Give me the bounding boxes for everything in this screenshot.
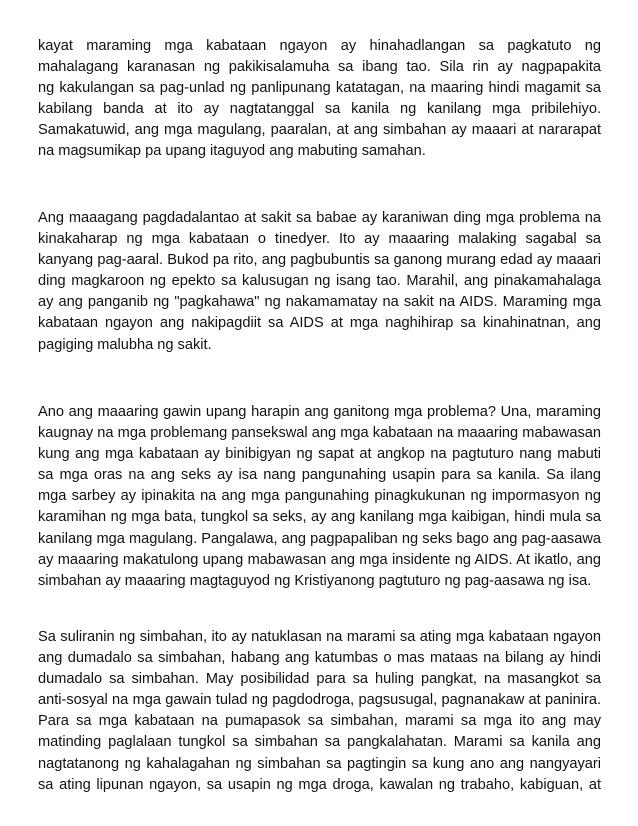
- paragraph-line: mga sarbey ay ipinakita na ang mga pangunahing pinagkukunan ng impormasyon ng: [38, 488, 601, 505]
- paragraph-line: Para sa mga kabataan na pumapasok sa simbahan, marami sa mga ito ang may: [38, 713, 601, 730]
- paragraph-line: kabilang banda at ito ay nagtatanggal sa kanila ng kanilang mga pribilehiyo.: [38, 101, 601, 118]
- paragraph-line: kanilang mga magulang. Pangalawa, ang pagpapaliban ng seks bago ang pag-aasawa: [38, 530, 601, 547]
- paragraph-line: kung ang mga kabataan ay binibigyan ng sapat at angkop na pagtuturo nang mabuti: [38, 446, 601, 463]
- paragraph-line: sa ating lipunan ngayon, sa usapin ng mga droga, kawalan ng trabaho, kabiguan, at: [38, 776, 601, 793]
- paragraph-line: kayat maraming mga kabataan ngayon ay hinahadlangan sa pagkatuto ng: [38, 38, 601, 54]
- paragraph-line: ay maaaring makatulong upang mabawasan ang mga insidente ng AIDS. At ikatlo, ang: [38, 551, 601, 568]
- paragraph-line: ay ang panganib ng "pagkahawa" ng nakamamatay na sakit na AIDS. Maraming mga: [38, 294, 601, 311]
- paragraph-line: ang dumadalo sa simbahan, habang ang katumbas o mas mataas na bilang ay hindi: [38, 650, 601, 667]
- paragraph-line: anti-sosyal na mga gawain tulad ng pagdodroga, pagsusugal, pagnanakaw at paninira.: [38, 692, 601, 709]
- paragraph-line: kinakaharap ng mga kabataan o tinedyer. Ito ay maaaring malaking sagabal sa: [38, 231, 601, 248]
- paragraph-line: kabataan ngayon ang nakipagdiit sa AIDS at mga naghihirap sa kinahinatnan, ang: [38, 315, 601, 332]
- paragraph-line: mahalagang karanasan ng pakikisalamuha sa ibang tao. Sila rin ay nagpapakita: [38, 59, 601, 76]
- paragraph-line: kaugnay na mga problemang pansekswal ang mga kabataan na maaaring mabawasan: [38, 425, 601, 442]
- paragraph-line: matinding paglalaan tungkol sa simbahan sa pangkalahatan. Marami sa kanila ang: [38, 734, 601, 751]
- paragraph-line: na magsumikap pa upang itaguyod ang mabuting samahan.: [38, 143, 426, 160]
- paragraph-4: [38, 627, 601, 796]
- paragraph-line: pagiging malubha ng sakit.: [38, 336, 212, 353]
- paragraph-line: Samakatuwid, ang mga magulang, paaralan, at ang simbahan ay maaari at nararapat: [38, 122, 601, 139]
- paragraph-line: kanyang pag-aaral. Bukod pa rito, ang pagbubuntis sa ganong murang edad ay maaari: [38, 252, 601, 269]
- paragraph-3: [38, 402, 601, 592]
- paragraph-line: nagtatanong ng kahalagahan ng simbahan sa pagtingin sa kung ano ang nangyayari: [38, 755, 601, 772]
- paragraph-line: dumadalo sa simbahan. May posibilidad para sa huling pangkat, na masangkot sa: [38, 671, 601, 688]
- paragraph-line: simbahan ay maaaring magtaguyod ng Kristiyanong pagtuturo ng pag-aasawa ng isa.: [38, 572, 592, 589]
- paragraph-2: [38, 208, 601, 356]
- paragraph-line: Ano ang maaaring gawin upang harapin ang ganitong mga problema? Una, maraming: [38, 404, 601, 420]
- paragraph-line: Ang maaagang pagdadalantao at sakit sa babae ay karaniwan ding mga problema na: [38, 210, 601, 226]
- paragraph-line: ng kakulangan sa pag-unlad ng panlipunang katatagan, na maaring hindi magamit sa: [38, 80, 601, 97]
- paragraph-line: karamihan ng mga bata, tungkol sa seks, ay ang kanilang mga kaibigan, hindi mula sa: [38, 509, 601, 526]
- paragraph-1: [38, 36, 601, 163]
- paragraph-line: Sa suliranin ng simbahan, ito ay natuklasan na marami sa ating mga kabataan ngayon: [38, 629, 601, 645]
- paragraph-line: sa mga oras na ang seks ay isa nang pangunahing usapin para sa kanila. Sa ilang: [38, 467, 601, 484]
- paragraph-line: ding magkaroon ng epekto sa kalusugan ng isang tao. Marahil, ang pinakamahalaga: [38, 273, 601, 290]
